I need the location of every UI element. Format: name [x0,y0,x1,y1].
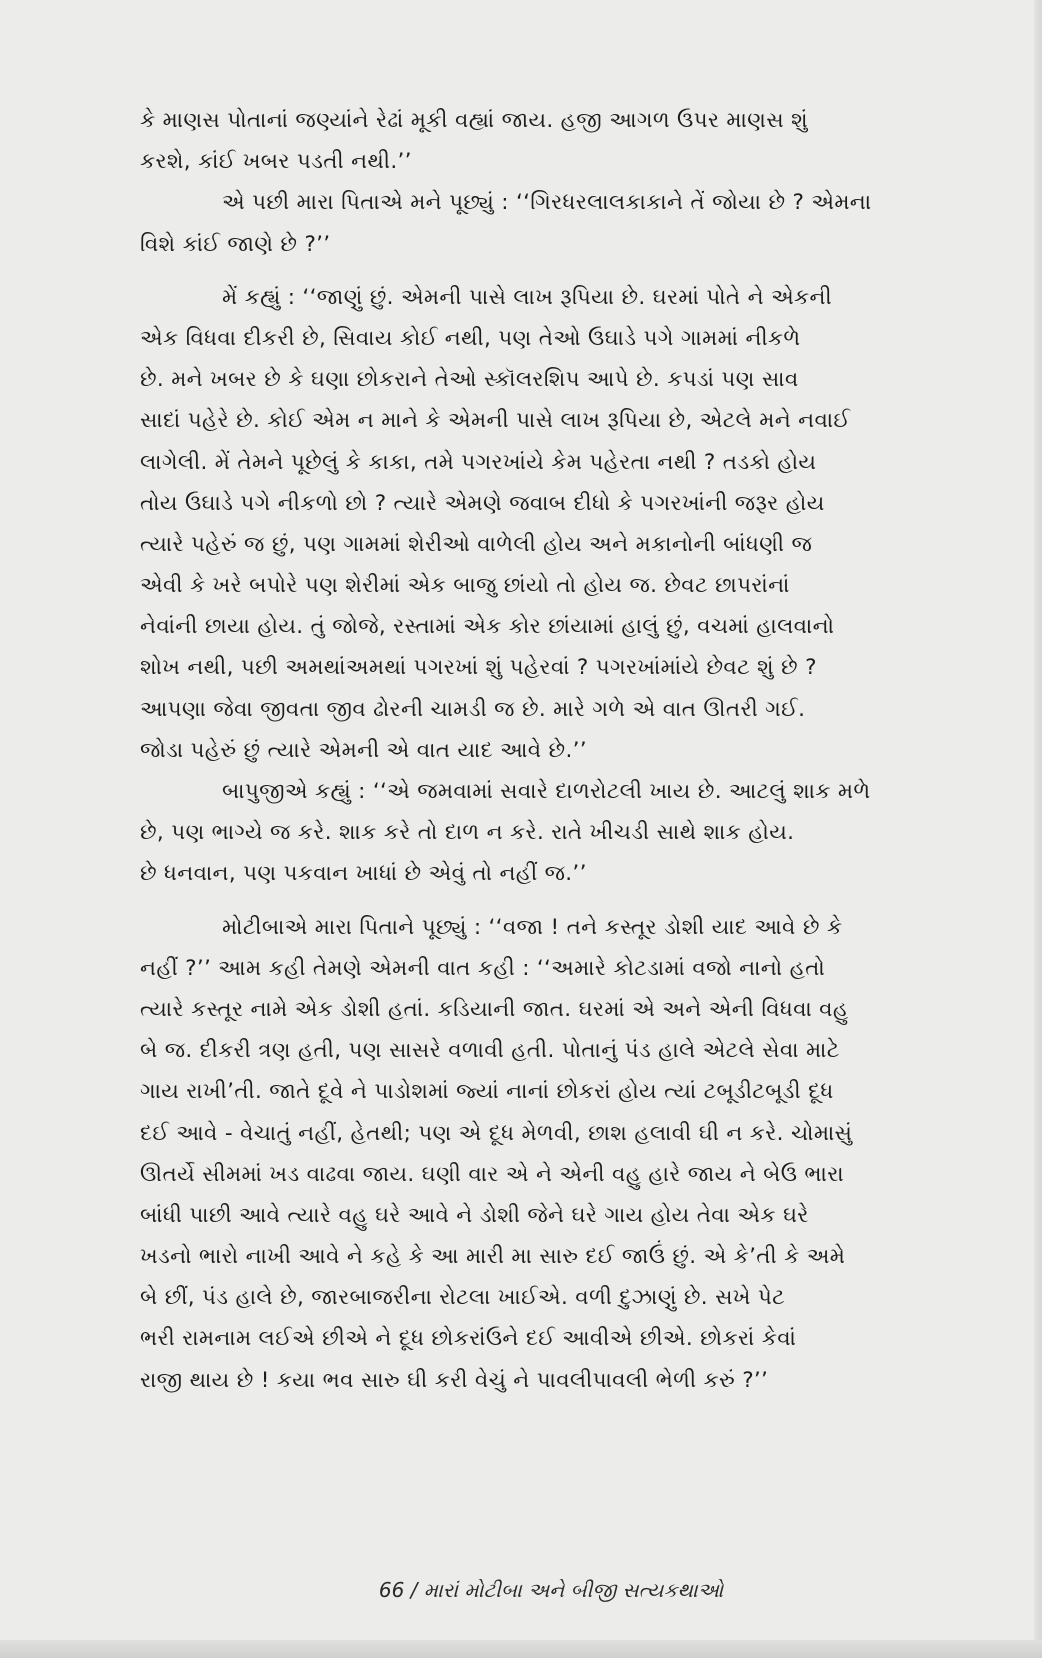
text-line: ત્યારે પહેરું જ છું, પણ ગામમાં શેરીઓ વાળેલી હોય અને મકાનોની બાંધણી જ [140,531,813,557]
text-line: ભરી રામનામ લઈએ છીએ ને દૂધ છોકરાંઉને દઈ આવીએ છીએ. છોકરાં કેવાં [140,1326,797,1352]
text-line: એવી કે ખરે બપોરે પણ શેરીમાં એક બાજુ છાંયો તો હોય જ. છેવટ છાપરાંનાં [140,573,790,599]
text-line: નહીં ?’’ આમ કહી તેમણે એમની વાત કહી : ‘‘અમારે કોટડામાં વજો નાનો હતો [140,955,826,981]
text-line: સાદાં પહેરે છે. કોઈ એમ ન માને કે એમની પાસે લાખ રૂપિયા છે, એટલે મને નવાઈ [140,408,851,434]
text-line: કે માણસ પોતાનાં જણ્યાંને રેઢાં મૂકી વહ્યાં જાય. હજી આગળ ઉપર માણસ શું [140,108,808,133]
text-line: નેવાંની છાયા હોય. તું જોજે, રસ્તામાં એક કોર છાંયામાં હાલું છું, વચમાં હાલવાનો [140,614,835,640]
text-line: છે, પણ ભાગ્યે જ કરે. શાક કરે તો દાળ ન કરે. રાતે ખીચડી સાથે શાક હોય. [140,820,795,846]
text-line: લાગેલી. મેં તેમને પૂછેલું કે કાકા, તમે પગરખાંયે કેમ પહેરતા નથી ? તડકો હોય [140,449,817,475]
text-line: ત્યારે કસ્તૂર નામે એક ડોશી હતાં. કડિયાની જાત. ઘરમાં એ અને એની વિધવા વહુ [140,996,849,1022]
text-line: બાંધી પાછી આવે ત્યારે વહુ ઘરે આવે ને ડોશી જેને ઘરે ગાય હોય તેવા એક ઘરે [140,1202,809,1228]
paragraph-start-line: મોટીબાએ મારા પિતાને પૂછ્યું : ‘‘વજા ! તને કસ્તૂર ડોશી યાદ આવે છે કે [222,914,843,940]
text-line: બે જ. દીકરી ત્રણ હતી, પણ સાસરે વળાવી હતી. પોતાનું પંડ હાલે એટલે સેવા માટે [140,1038,840,1064]
text-line: તોય ઉઘાડે પગે નીકળો છો ? ત્યારે એમણે જવાબ દીધો કે પગરખાંની જરૂર હોય [140,490,825,516]
footer-page-number-and-title: 66 / મારાં મોટીબા અને બીજી સત્યકથાઓ [378,1578,724,1602]
paragraph-start-line: એ પછી મારા પિતાએ મને પૂછ્યું : ‘‘ગિરધરલાલકાકાને તેં જોયા છે ? એમના [222,190,872,216]
text-line: રાજી થાય છે ! કયા ભવ સારુ ઘી કરી વેચું ને પાવલીપાવલી ભેળી કરું ?’’ [140,1367,769,1393]
text-line: શોખ નથી, પછી અમથાંઅમથાં પગરખાં શું પહેરવાં ? પગરખાંમાંયે છેવટ શું છે ? [140,655,817,681]
page-footer [0,1578,1042,1602]
paragraph-start-line: બાપુજીએ કહ્યું : ‘‘એ જમવામાં સવારે દાળરોટલી ખાય છે. આટલું શાક મળે [222,779,871,804]
text-line: આપણા જેવા જીવતા જીવ ઢોરની ચામડી જ છે. મારે ગળે એ વાત ઊતરી ગઈ. [140,696,806,722]
text-line: ગાય રાખી’તી. જાતે દૂવે ને પાડોશમાં જ્યાં નાનાં છોકરાં હોય ત્યાં ટબૂડીટબૂડી દૂધ [140,1079,834,1105]
text-line: એક વિધવા દીકરી છે, સિવાય કોઈ નથી, પણ તેઓ ઉઘાડે પગે ગામમાં નીકળે [140,325,801,351]
text-line: છે. મને ખબર છે કે ઘણા છોકરાને તેઓ સ્કૉલરશિપ આપે છે. કપડાં પણ સાવ [140,367,799,393]
paragraph-start-line: મેં કહ્યું : ‘‘જાણું છું. એમની પાસે લાખ રૂપિયા છે. ઘરમાં પોતે ને એકની [222,284,832,310]
text-line: બે છીં, પંડ હાલે છે, જારબાજરીના રોટલા ખાઈએ. વળી દુઝાણું છે. સખે પેટ [140,1285,785,1311]
text-line: દઈ આવે - વેચાતું નહીં, હેતથી; પણ એ દૂધ મેળવી, છાશ હલાવી ઘી ન કરે. ચોમાસું [140,1120,853,1146]
text-line: છે ધનવાન, પણ પકવાન ખાધાં છે એવું તો નહીં જ.’’ [140,861,587,887]
body-text [140,100,990,1401]
page-edge-right [1034,0,1042,1658]
text-line: ખડનો ભારો નાખી આવે ને કહે કે આ મારી મા સારુ દઈ જાઉં છું. એ કે’તી કે અમે [140,1244,846,1270]
text-line: કરશે, કાંઈ ખબર પડતી નથી.’’ [140,149,412,175]
text-line: જોડા પહેરું છું ત્યારે એમની એ વાત યાદ આવે છે.’’ [140,737,587,763]
text-line: વિશે કાંઈ જાણે છે ?’’ [140,231,331,257]
page-edge-bottom [0,1640,1042,1658]
text-line: ઊતર્યે સીમમાં ખડ વાઢવા જાય. ઘણી વાર એ ને એની વહુ હારે જાય ને બેઉ ભારા [140,1161,844,1187]
